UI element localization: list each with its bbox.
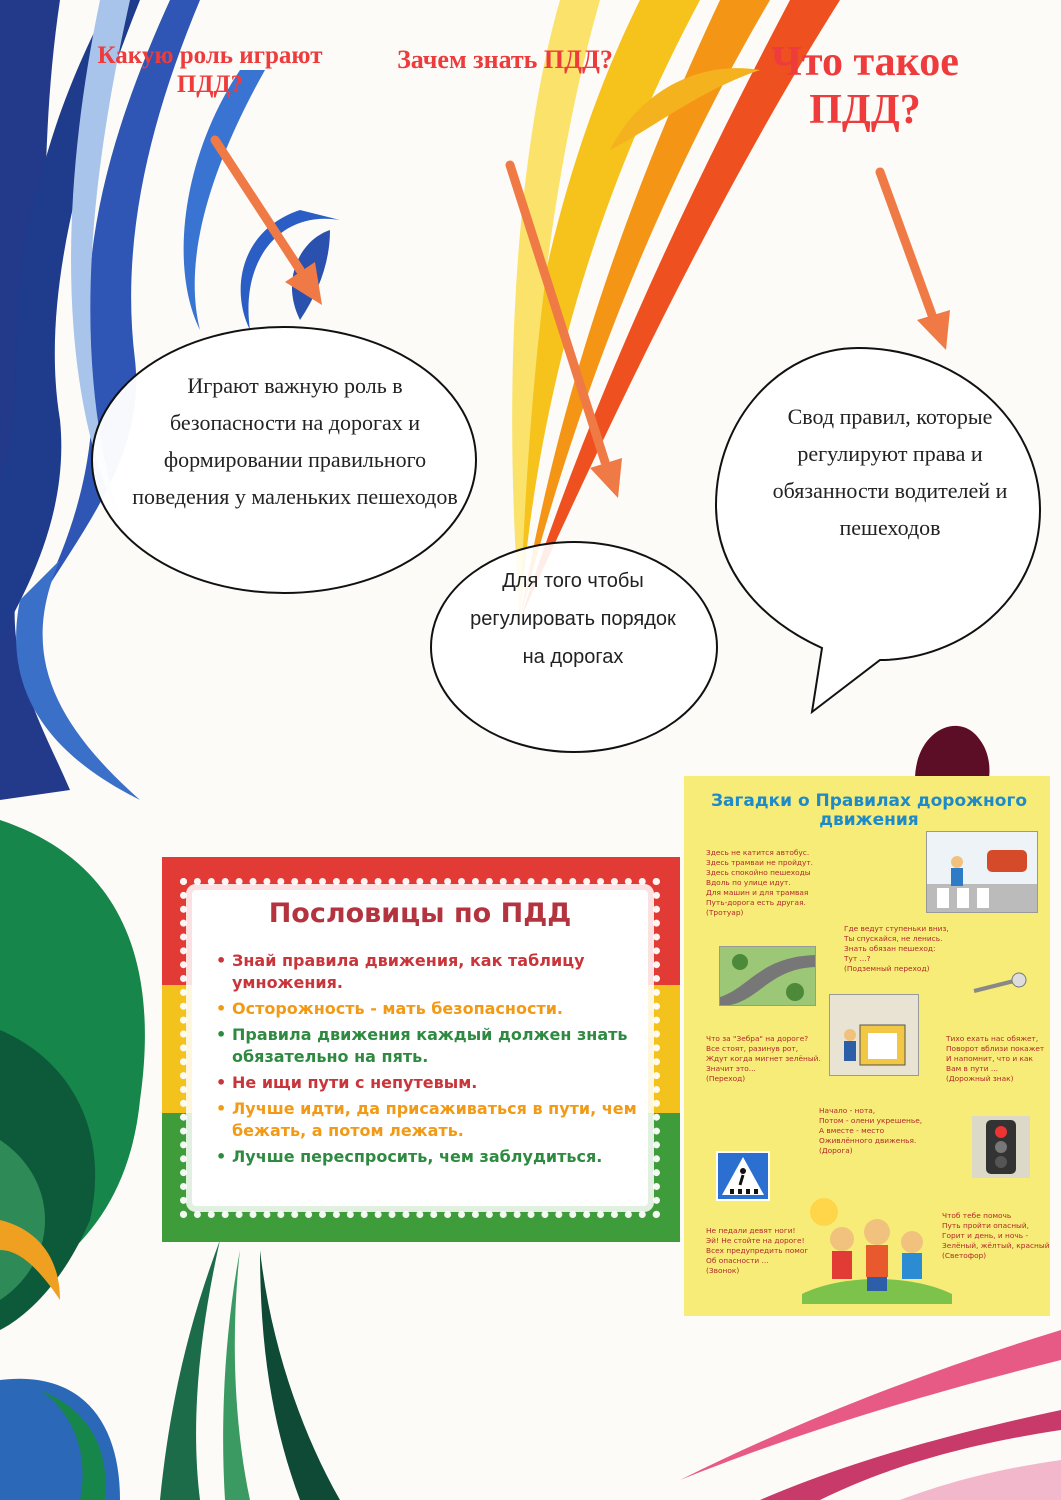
proverb-item: • Правила движения каждый должен знать обязательно на пять. bbox=[214, 1024, 644, 1068]
riddle-crossing: Что за "Зебра" на дороге? Все стоят, разинув рот, Ждут когда мигнет зелёный. Значит это... (Переход) bbox=[706, 1034, 821, 1083]
proverbs-list bbox=[214, 950, 644, 1172]
riddle-sidewalk: Здесь не катится автобус. Здесь трамваи не пройдут. Здесь спокойно пешеходы Вдоль по улице идут. Для машин и для трамвая Путь-дорога есть другая. (Тротуар) bbox=[706, 848, 814, 917]
crosswalk-sign-icon bbox=[716, 1151, 770, 1201]
riddles-poster bbox=[684, 776, 1050, 1316]
proverb-item: • Лучше переспросить, чем заблудиться. bbox=[214, 1146, 644, 1168]
road-illustration bbox=[719, 946, 816, 1006]
proverb-item: • Не ищи пути с непутевым. bbox=[214, 1072, 644, 1094]
riddle-traffic-light: Чтоб тебе помочь Путь пройти опасный, Горит и день, и ночь - Зелёный, жёлтый, красный (Светофор) bbox=[942, 1211, 1050, 1260]
riddles-title: Загадки о Правилах дорожного движения bbox=[710, 791, 1028, 830]
pedestrian-sign-illustration bbox=[969, 966, 1029, 1006]
underpass-illustration bbox=[829, 994, 919, 1076]
sidewalk-illustration bbox=[926, 831, 1038, 913]
proverb-item: • Осторожность - мать безопасности. bbox=[214, 998, 644, 1020]
riddle-bell: Не педали девят ноги! Эй! Не стойте на дороге! Всех предупредить помог Об опасности ... (Звонок) bbox=[706, 1226, 809, 1275]
question-role-of-rules: Какую роль играют ПДД? bbox=[97, 42, 323, 98]
answer-what: Свод правил, которые регулируют права и обязанности водителей и пешеходов bbox=[772, 404, 1008, 540]
proverbs-card bbox=[162, 857, 680, 1242]
answer-role: Играют важную роль в безопасности на дорогах и формировании правильного поведения у маленьких пешеходов bbox=[132, 373, 458, 509]
answer-why: Для того чтобы регулировать порядок на дорогах bbox=[470, 570, 676, 668]
riddle-road-sign: Тихо ехать нас обяжет, Поворот вблизи покажет И напомнит, что и как Вам в пути ... (Дорожный знак) bbox=[946, 1034, 1045, 1083]
proverb-item: • Лучше идти, да присаживаться в пути, чем бежать, а потом лежать. bbox=[214, 1098, 644, 1142]
traffic-light-icon bbox=[972, 1116, 1030, 1178]
question-why-know-rules: Зачем знать ПДД? bbox=[397, 45, 613, 74]
question-what-are-rules: Что такое ПДД? bbox=[771, 39, 959, 134]
riddle-road: Начало - нота, Потом - олени укрешенье, А вместе - место Оживлённого движенья. (Дорога) bbox=[819, 1106, 923, 1155]
riddle-underpass: Где ведут ступеньки вниз, Ты спускайся, не ленись. Знать обязан пешеход: Тут ...? (Подземный переход) bbox=[844, 924, 949, 973]
proverbs-panel bbox=[192, 890, 648, 1206]
proverb-item: • Знай правила движения, как таблицу умножения. bbox=[214, 950, 644, 994]
proverbs-title: Пословицы по ПДД bbox=[268, 898, 572, 929]
